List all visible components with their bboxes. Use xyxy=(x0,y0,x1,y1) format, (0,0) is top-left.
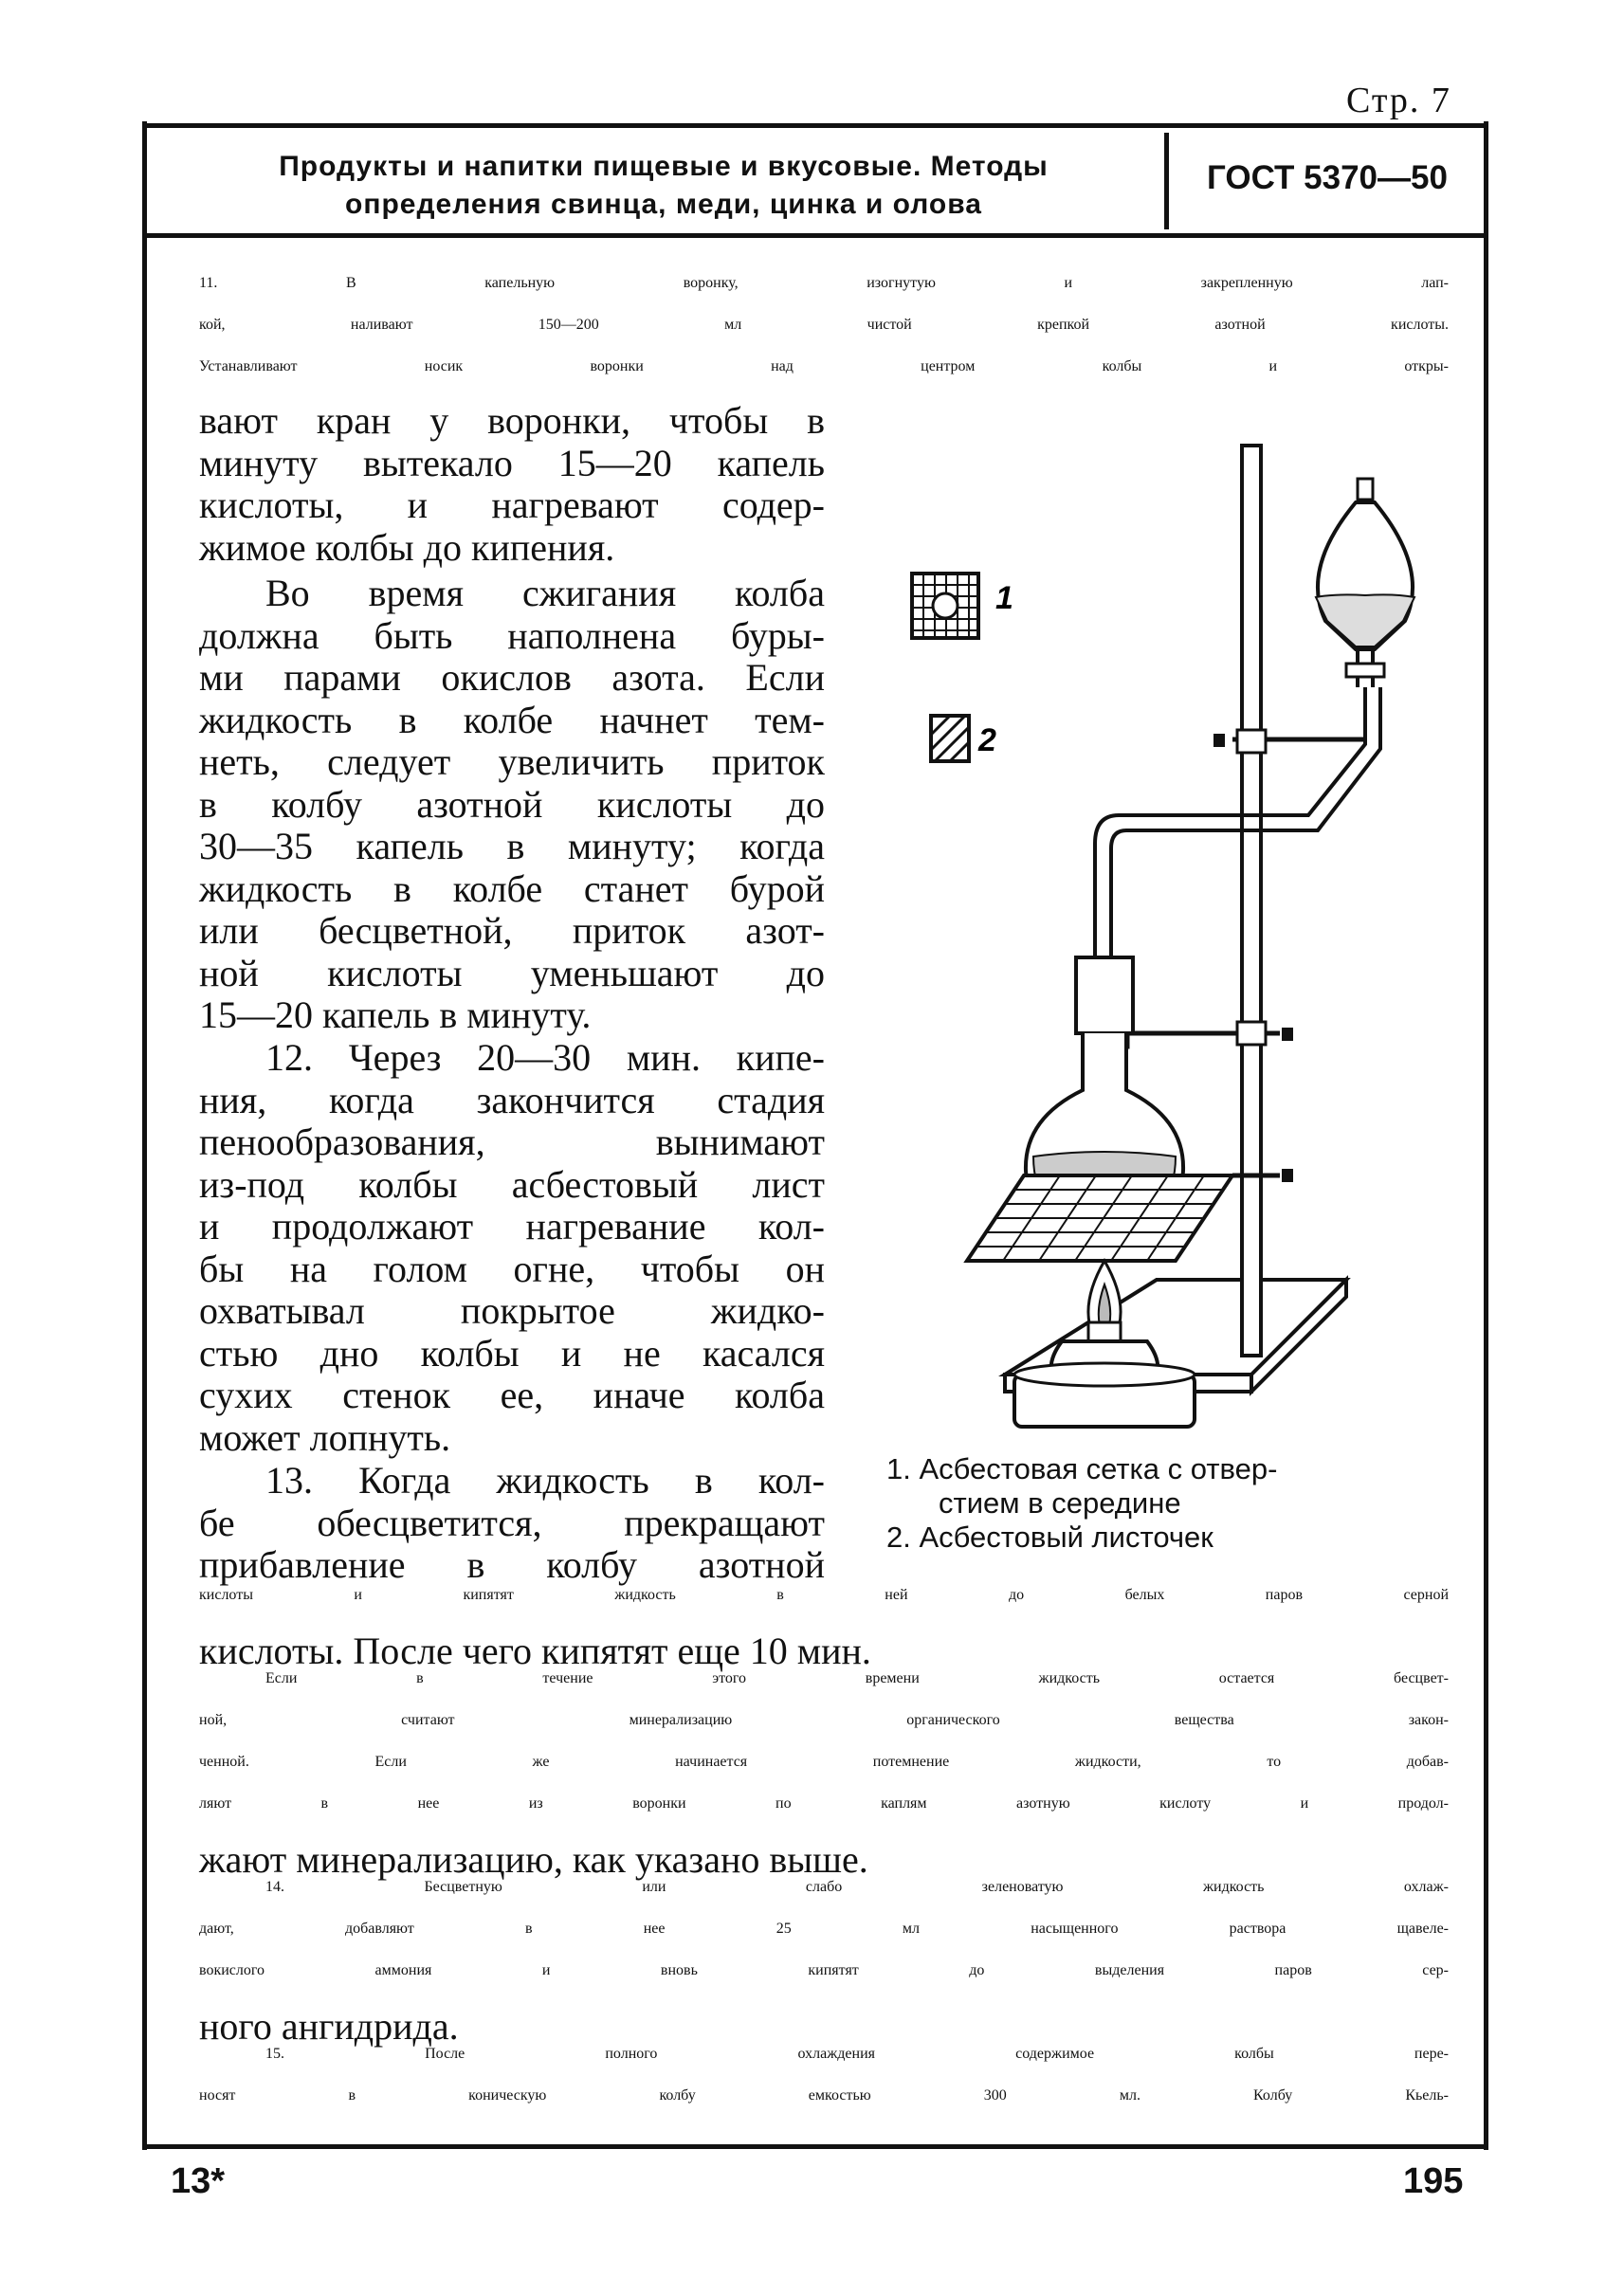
p14-line-1: 14. Бесцветную или слабо зеленоватую жидкость охлаж- xyxy=(265,1879,1449,1895)
legend-label-1: 1 xyxy=(995,580,1013,616)
p11b-line-8: жидкость в колбе станет бурой xyxy=(199,866,825,910)
caption-item-1: 1. Асбестовая сетка с отвер- xyxy=(886,1452,1278,1485)
legend-sheet-icon xyxy=(931,716,969,761)
upper-clamp xyxy=(1213,730,1365,753)
p11-line-5: минуту вытекало 15—20 капель xyxy=(199,441,825,484)
p15-line-2: носят в коническую колбу емкостью 300 мл. Колбу Кьель- xyxy=(199,2087,1449,2104)
p11b-line-9: или бесцветной, приток азот- xyxy=(199,909,825,952)
p11-line-7: жимое колбы до кипения. xyxy=(199,525,615,569)
p12-line-8: стью дно колбы и не касался xyxy=(199,1331,825,1375)
p13b-line-1: Если в течение этого времени жидкость остается бесцвет- xyxy=(265,1670,1449,1686)
p13-line-4: кислоты и кипятят жидкость в ней до белых паров серной xyxy=(199,1587,1449,1603)
title-line-2: определения свинца, меди, цинка и олова xyxy=(345,189,982,220)
p11b-line-10: ной кислоты уменьшают до xyxy=(199,951,825,994)
p13-line-5: кислоты. После чего кипятят еще 10 мин. xyxy=(199,1630,871,1672)
p12-line-2: ния, когда закончится стадия xyxy=(199,1078,825,1121)
p12-line-6: бы на голом огне, чтобы он xyxy=(199,1247,825,1290)
caption-item-2: 2. Асбестовый листочек xyxy=(886,1521,1213,1554)
page-number: 195 xyxy=(1403,2161,1464,2201)
p14-line-3: вокислого аммония и вновь кипятят до выделения паров сер- xyxy=(199,1962,1449,1978)
p11-line-3: Устанавливают носик воронки над центром колбы и откры- xyxy=(199,358,1449,374)
p13-line-3: прибавление в колбу азотной xyxy=(199,1543,825,1586)
signature-mark: 13* xyxy=(171,2161,226,2201)
footer-rule xyxy=(142,2144,1484,2149)
p13b-line-4: ляют в нее из воронки по каплям азотную кислоту и продол- xyxy=(199,1795,1449,1812)
p12-line-4: из-под колбы асбестовый лист xyxy=(199,1162,825,1206)
p13-narrow xyxy=(199,1460,825,1587)
document-title xyxy=(190,148,1138,224)
p13b-line-3: ченной. Если же начинается потемнение жидкости, то добав- xyxy=(199,1754,1449,1770)
legend-grid-icon xyxy=(912,574,978,638)
header-top-rule xyxy=(142,123,1484,128)
page-label: Стр. 7 xyxy=(1346,81,1451,120)
apparatus-figure xyxy=(872,427,1460,1441)
p11b-line-7: 30—35 капель в минуту; когда xyxy=(199,825,825,867)
p12-line-3: пенообразования, вынимают xyxy=(199,1120,825,1163)
p11b-line-1: Во время сжигания колба xyxy=(265,572,825,614)
title-line-1: Продукты и напитки пищевые и вкусовые. Методы xyxy=(279,151,1049,182)
p12-line-5: и продолжают нагревание кол- xyxy=(199,1205,825,1248)
p13b-line-2: ной, считают минерализацию органического вещества закон- xyxy=(199,1712,1449,1728)
p13-line-1: 13. Когда жидкость в кол- xyxy=(265,1459,825,1502)
p11-line-2: кой, наливают 150—200 мл чистой крепкой азотной кислоты. xyxy=(199,317,1449,333)
p14-line-2: дают, добавляют в нее 25 мл насыщенного раствора щавеле- xyxy=(199,1921,1449,1937)
p12-line-10: может лопнуть. xyxy=(199,1415,451,1459)
p13b-line-5: жают минерализацию, как указано выше. xyxy=(199,1838,868,1881)
p11-line-1: 11. В капельную воронку, изогнутую и закрепленную лап- xyxy=(199,275,1449,291)
p12-line-9: сухих стенок ее, иначе колба xyxy=(199,1374,825,1416)
header-bottom-rule xyxy=(142,233,1484,238)
p11b-line-4: жидкость в колбе начнет тем- xyxy=(199,698,825,741)
p11-line-4: вают кран у воронки, чтобы в xyxy=(199,399,825,442)
p11b-line-2: должна быть наполнена буры- xyxy=(199,613,825,657)
p11b-line-3: ми парами окислов азота. Если xyxy=(199,656,825,699)
p14-line-4: ного ангидрида. xyxy=(199,2005,459,2048)
stand-rod xyxy=(1242,446,1261,1356)
dropping-funnel xyxy=(1316,479,1414,687)
p11b-line-6: в колбу азотной кислоты до xyxy=(199,782,825,826)
figure-caption xyxy=(886,1452,1455,1555)
standard-code: ГОСТ 5370—50 xyxy=(1207,159,1448,196)
p11b-block xyxy=(199,573,825,1037)
p12-line-1: 12. Через 20—30 мин. кипе- xyxy=(265,1036,825,1079)
p11b-line-5: неть, следует увеличить приток xyxy=(199,740,825,783)
p11b-line-11: 15—20 капель в минуту. xyxy=(199,993,592,1036)
p13-line-2: бе обесцветится, прекращают xyxy=(199,1501,825,1544)
p12-block xyxy=(199,1037,825,1459)
legend-label-2: 2 xyxy=(978,722,996,758)
p15-line-1: 15. После полного охлаждения содержимое колбы пере- xyxy=(265,2046,1449,2062)
caption-item-1-cont: стием в середине xyxy=(939,1486,1181,1520)
p12-line-7: охватывал покрытое жидко- xyxy=(199,1289,825,1332)
p11-narrow xyxy=(199,400,825,569)
header-separator xyxy=(1164,133,1169,229)
p11-line-6: кислоты, и нагревают содер- xyxy=(199,483,825,526)
